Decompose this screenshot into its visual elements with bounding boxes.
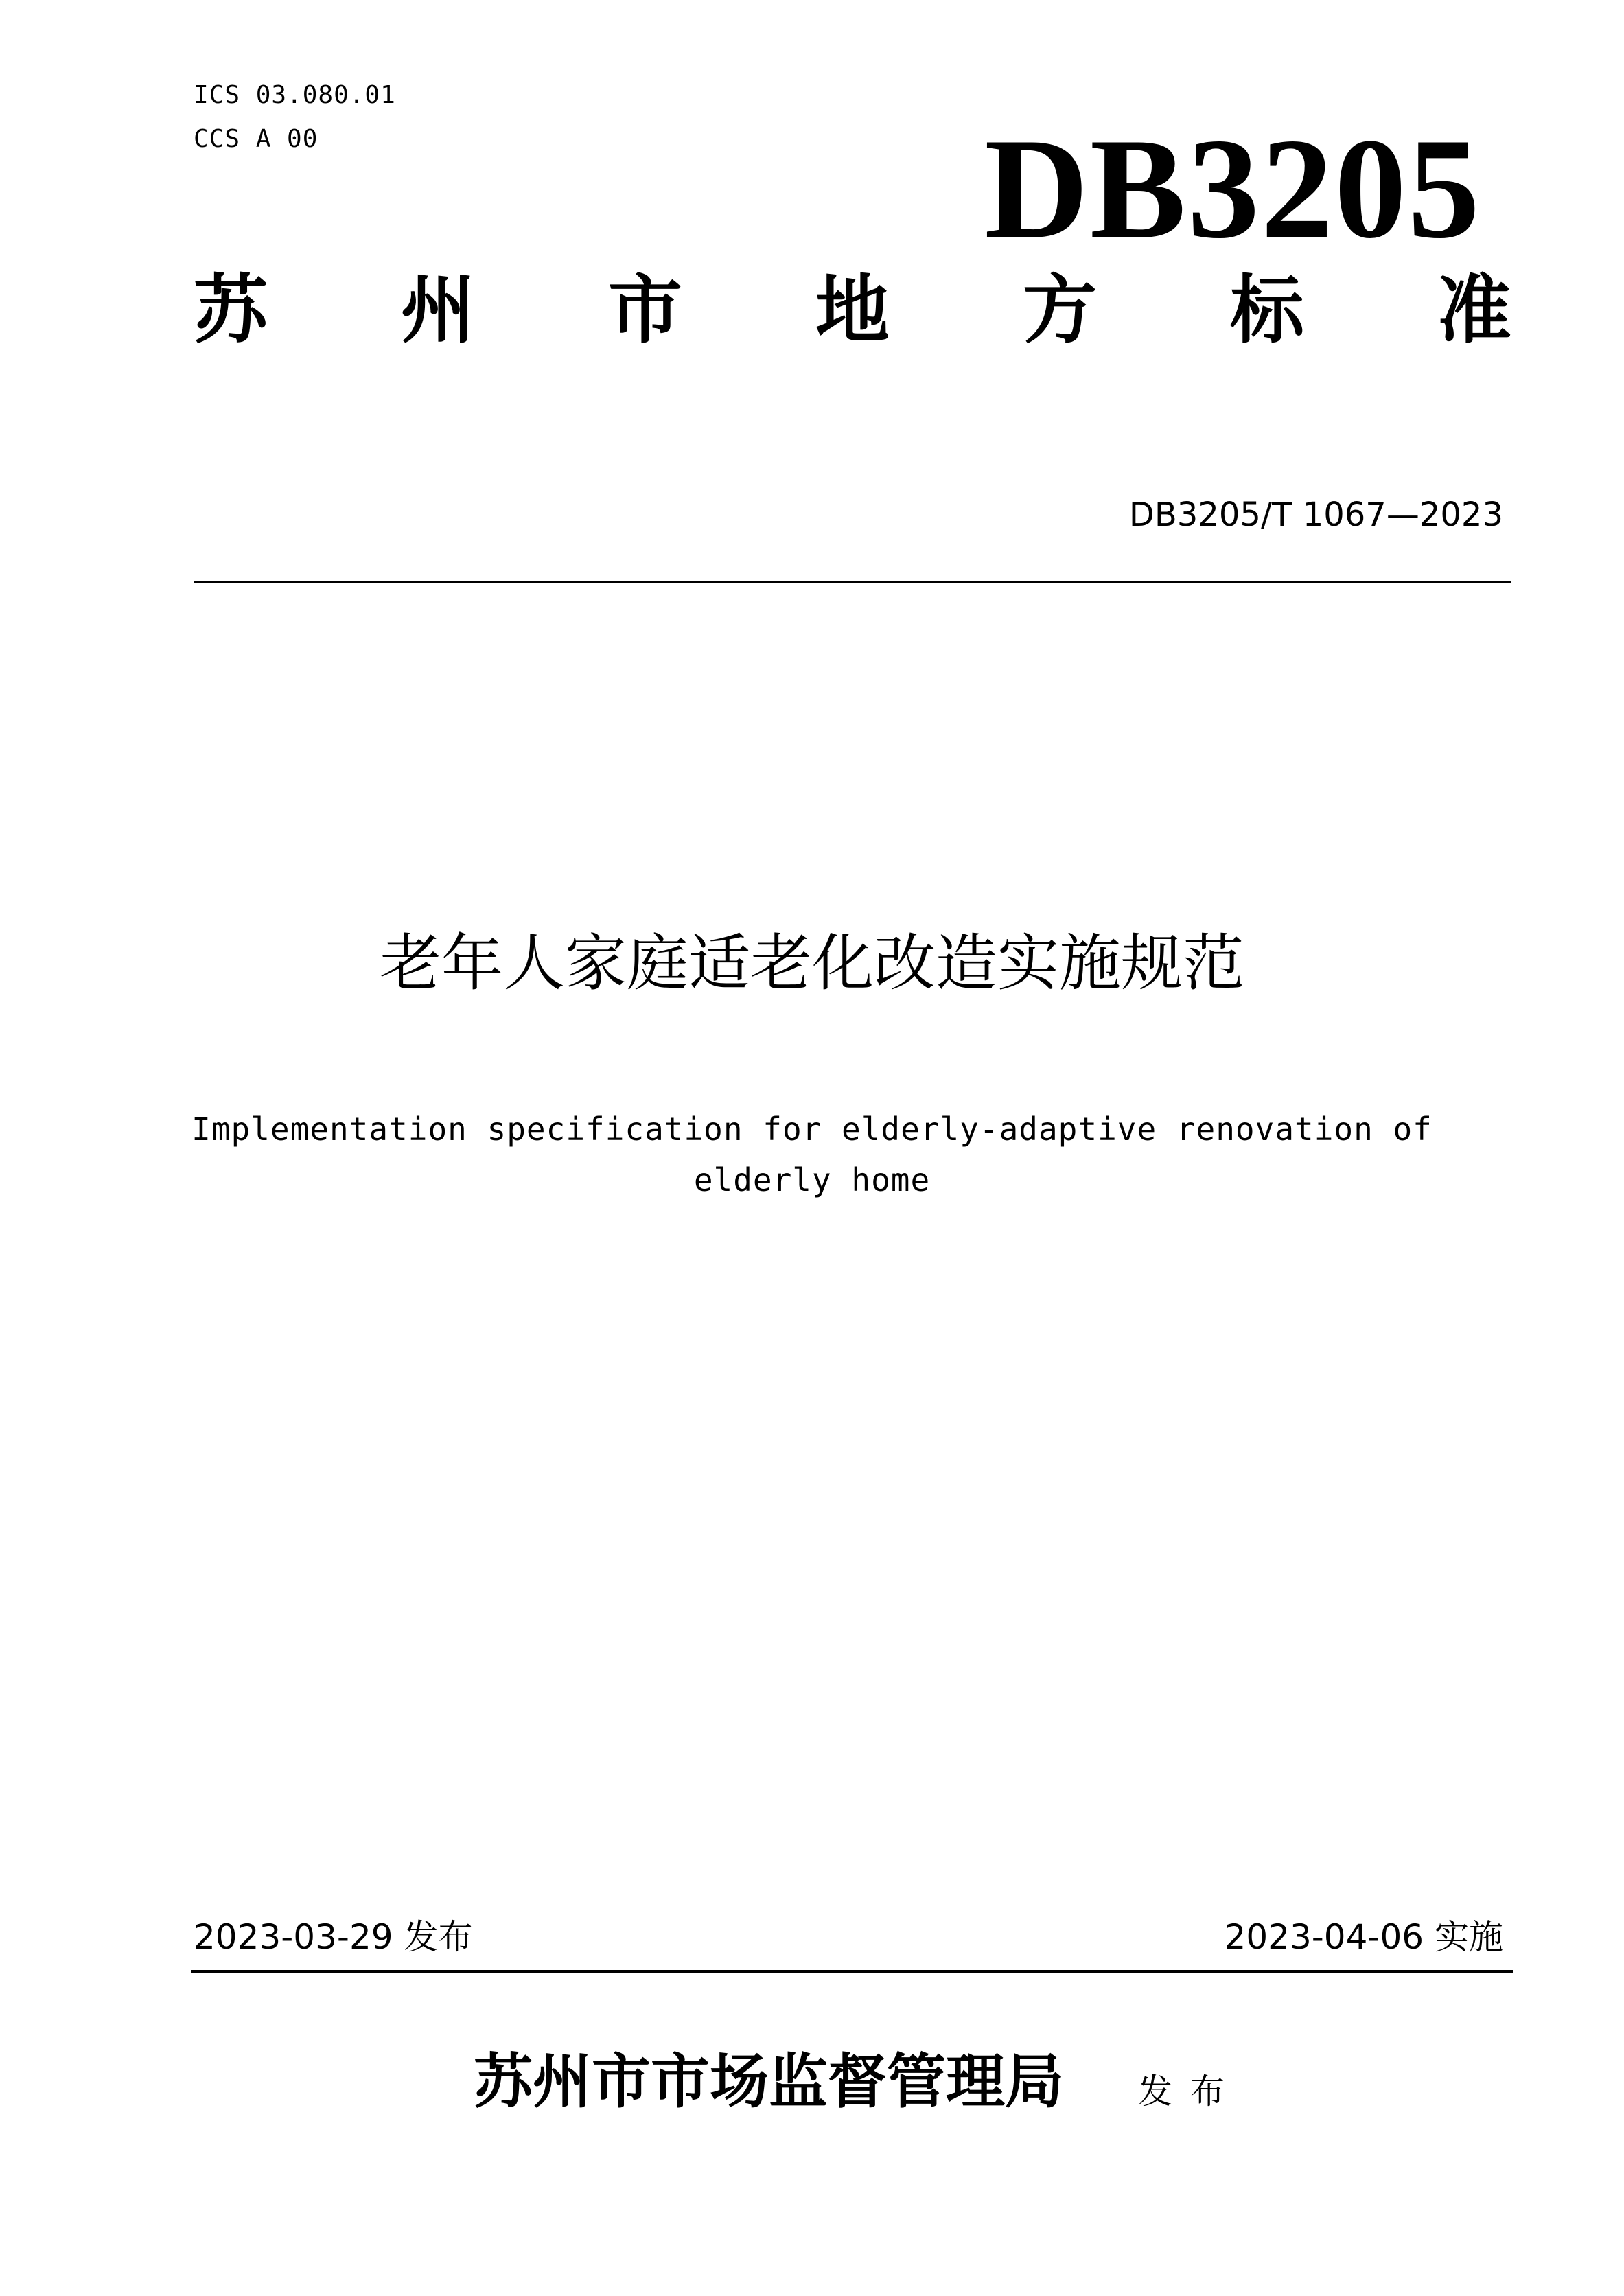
- db-code-logo: DB3205: [984, 109, 1481, 268]
- category-char: 地: [815, 270, 890, 352]
- category-char: 方: [1022, 270, 1097, 352]
- category-char: 苏: [194, 270, 268, 352]
- bottom-divider: [191, 1970, 1513, 1973]
- issuing-authority: 苏州市市场监督管理局: [474, 2049, 1064, 2115]
- issue-label: 发布: [1138, 2072, 1242, 2111]
- publish-date: 2023-03-29 发布: [194, 1917, 473, 1957]
- effective-date: 2023-04-06 实施: [1224, 1917, 1503, 1957]
- standard-number: DB3205/T 1067—2023: [1128, 496, 1503, 534]
- category-char: 准: [1437, 270, 1511, 352]
- category-char: 市: [607, 270, 682, 352]
- english-title-line: elderly home: [693, 1161, 931, 1198]
- category-char: 标: [1229, 270, 1304, 352]
- ics-code: ICS 03.080.01: [194, 81, 396, 109]
- top-divider: [194, 581, 1511, 583]
- category-char: 州: [400, 270, 475, 352]
- standard-category-title: [194, 270, 1511, 352]
- english-title-line: Implementation specification for elderly-adaptive renovation of: [192, 1111, 1432, 1148]
- document-title-chinese: 老年人家庭适老化改造实施规范: [380, 927, 1244, 999]
- document-title-english: [0, 1104, 1624, 1205]
- ccs-code: CCS A 00: [194, 125, 318, 153]
